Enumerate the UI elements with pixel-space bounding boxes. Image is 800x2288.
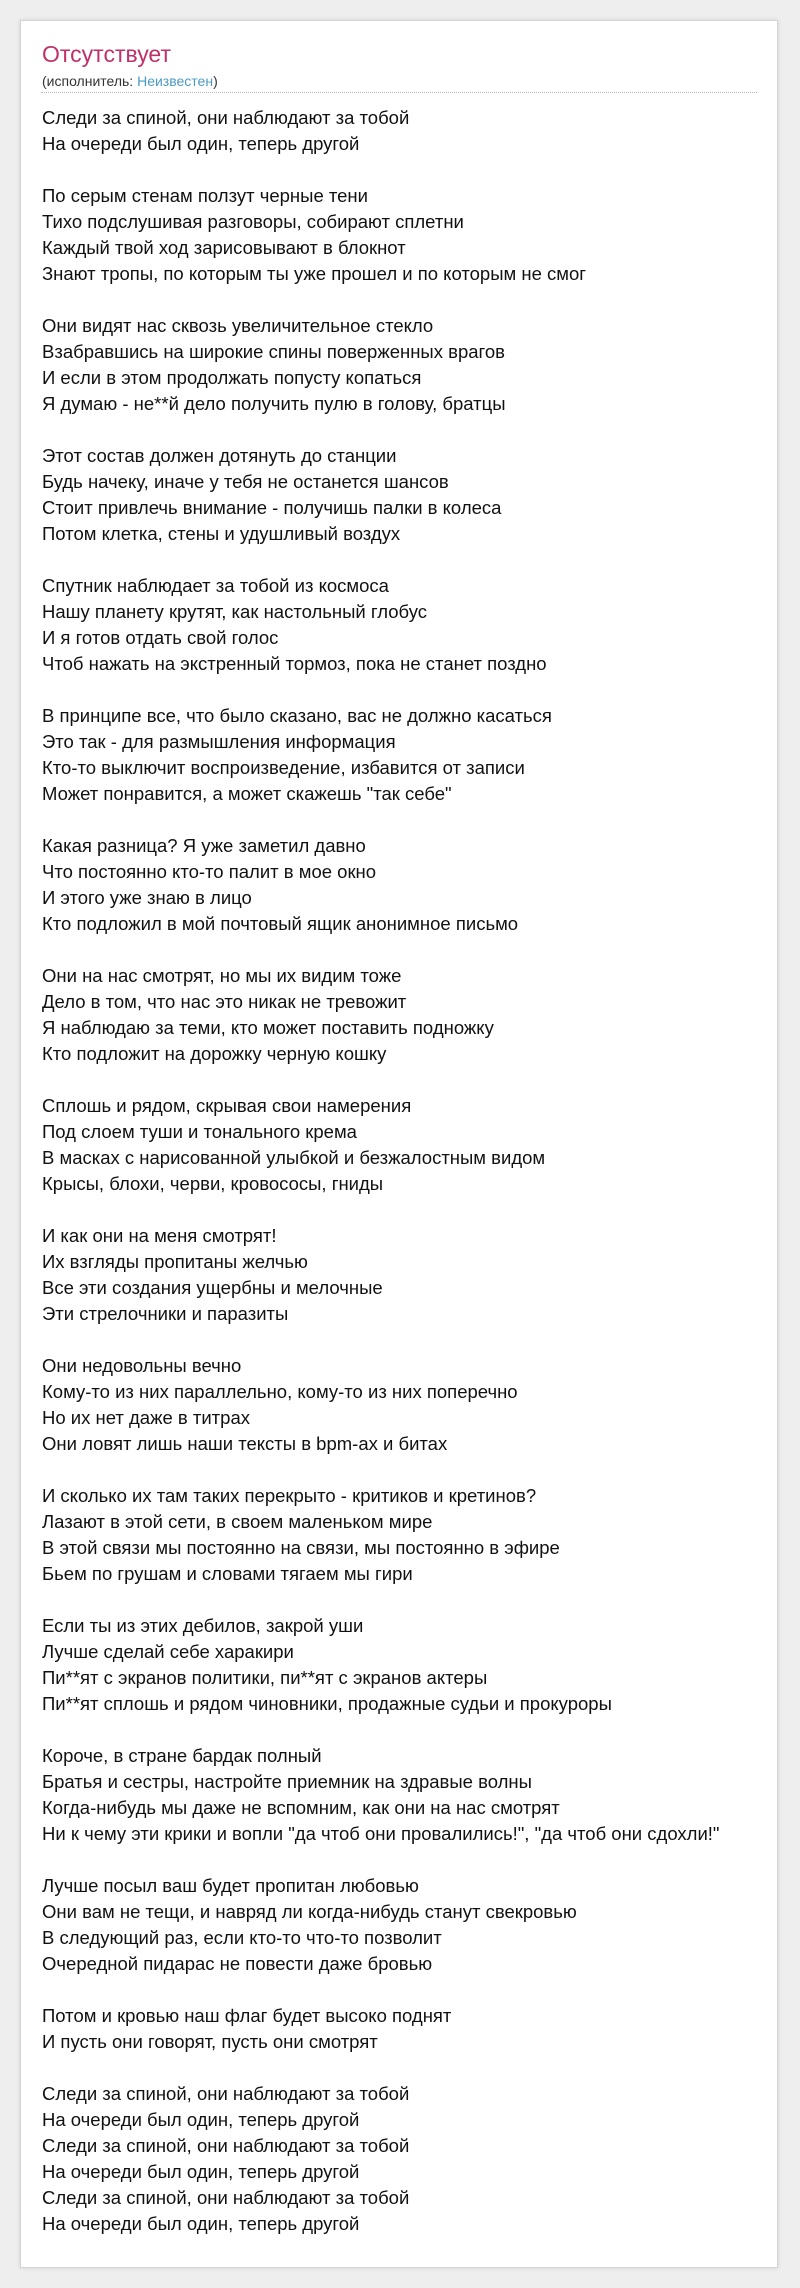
lyrics-line: На очереди был один, теперь другой <box>42 2109 360 2130</box>
lyrics-line: В этой связи мы постоянно на связи, мы постоянно в эфире <box>42 1537 560 1558</box>
lyrics-line: Знают тропы, по которым ты уже прошел и по которым не смог <box>42 263 587 284</box>
lyrics-line: Очередной пидарас не повести даже бровью <box>42 1953 433 1974</box>
lyrics-line: Кому-то из них параллельно, кому-то из них поперечно <box>42 1381 518 1402</box>
lyrics-body <box>42 105 720 2263</box>
lyrics-stanza <box>42 1223 720 1327</box>
lyrics-line: Следи за спиной, они наблюдают за тобой <box>42 2187 410 2208</box>
lyrics-line: Когда-нибудь мы даже не вспомним, как они на нас смотрят <box>42 1797 560 1818</box>
lyrics-stanza <box>42 1483 720 1587</box>
lyrics-line: Следи за спиной, они наблюдают за тобой <box>42 2083 410 2104</box>
lyrics-line: И я готов отдать свой голос <box>42 627 279 648</box>
lyrics-line: Потом клетка, стены и удушливый воздух <box>42 523 401 544</box>
lyrics-line: Кто-то выключит воспроизведение, избавится от записи <box>42 757 525 778</box>
lyrics-line: Кто подложил в мой почтовый ящик анонимное письмо <box>42 913 519 934</box>
lyrics-line: Этот состав должен дотянуть до станции <box>42 445 397 466</box>
lyrics-line: В масках с нарисованной улыбкой и безжалостным видом <box>42 1147 546 1168</box>
lyrics-line: Пи**ят сплошь и рядом чиновники, продажные судьи и прокуроры <box>42 1693 612 1714</box>
lyrics-line: Взабравшись на широкие спины поверженных врагов <box>42 341 505 362</box>
lyrics-line: Их взгляды пропитаны желчью <box>42 1251 308 1272</box>
lyrics-line: И пусть они говорят, пусть они смотрят <box>42 2031 378 2052</box>
lyrics-line: И этого уже знаю в лицо <box>42 887 252 908</box>
lyrics-stanza <box>42 1093 720 1197</box>
lyrics-stanza <box>42 703 720 807</box>
lyrics-line: Они видят нас сквозь увеличительное стекло <box>42 315 434 336</box>
artist-suffix: ) <box>213 73 218 89</box>
lyrics-line: В принципе все, что было сказано, вас не должно касаться <box>42 705 552 726</box>
lyrics-line: Под слоем туши и тонального крема <box>42 1121 357 1142</box>
artist-line <box>42 73 218 89</box>
lyrics-line: Дело в том, что нас это никак не тревожит <box>42 991 407 1012</box>
lyrics-line: Я думаю - не**й дело получить пулю в голову, братцы <box>42 393 506 414</box>
lyrics-line: Но их нет даже в титрах <box>42 1407 250 1428</box>
lyrics-stanza <box>42 105 720 157</box>
lyrics-stanza <box>42 833 720 937</box>
lyrics-card <box>20 20 778 2268</box>
lyrics-line: И сколько их там таких перекрыто - критиков и кретинов? <box>42 1485 537 1506</box>
lyrics-stanza <box>42 2081 720 2237</box>
lyrics-line: И как они на меня смотрят! <box>42 1225 277 1246</box>
lyrics-line: Они ловят лишь наши тексты в bpm-ах и битах <box>42 1433 448 1454</box>
lyrics-stanza <box>42 313 720 417</box>
lyrics-line: Все эти создания ущербны и мелочные <box>42 1277 383 1298</box>
lyrics-line: Будь начеку, иначе у тебя не останется шансов <box>42 471 449 492</box>
lyrics-line: Каждый твой ход зарисовывают в блокнот <box>42 237 406 258</box>
lyrics-line: Лучше посыл ваш будет пропитан любовью <box>42 1875 419 1896</box>
lyrics-line: Чтоб нажать на экстренный тормоз, пока не станет поздно <box>42 653 547 674</box>
artist-link[interactable]: Неизвестен <box>137 73 214 89</box>
lyrics-line: Я наблюдаю за теми, кто может поставить подножку <box>42 1017 494 1038</box>
lyrics-line: Тихо подслушивая разговоры, собирают сплетни <box>42 211 464 232</box>
artist-prefix: (исполнитель: <box>42 73 138 89</box>
lyrics-line: Бьем по грушам и словами тягаем мы гири <box>42 1563 413 1584</box>
lyrics-stanza <box>42 443 720 547</box>
lyrics-line: Может понравится, а может скажешь "так себе" <box>42 783 452 804</box>
lyrics-line: Лазают в этой сети, в своем маленьком мире <box>42 1511 433 1532</box>
lyrics-stanza <box>42 2003 720 2055</box>
lyrics-line: Стоит привлечь внимание - получишь палки в колеса <box>42 497 502 518</box>
lyrics-line: Они недовольны вечно <box>42 1355 242 1376</box>
lyrics-line: Они на нас смотрят, но мы их видим тоже <box>42 965 402 986</box>
lyrics-stanza <box>42 1743 720 1847</box>
lyrics-line: Короче, в стране бардак полный <box>42 1745 322 1766</box>
lyrics-stanza <box>42 1353 720 1457</box>
lyrics-line: Пи**ят с экранов политики, пи**ят с экранов актеры <box>42 1667 488 1688</box>
lyrics-line: На очереди был один, теперь другой <box>42 2213 360 2234</box>
lyrics-stanza <box>42 183 720 287</box>
lyrics-line: Эти стрелочники и паразиты <box>42 1303 289 1324</box>
lyrics-line: По серым стенам ползут черные тени <box>42 185 368 206</box>
lyrics-line: На очереди был один, теперь другой <box>42 133 360 154</box>
lyrics-line: Лучше сделай себе харакири <box>42 1641 294 1662</box>
lyrics-line: Это так - для размышления информация <box>42 731 396 752</box>
lyrics-stanza <box>42 963 720 1067</box>
lyrics-stanza <box>42 1873 720 1977</box>
lyrics-line: Крысы, блохи, черви, кровососы, гниды <box>42 1173 384 1194</box>
lyrics-line: Спутник наблюдает за тобой из космоса <box>42 575 389 596</box>
lyrics-line: Сплошь и рядом, скрывая свои намерения <box>42 1095 412 1116</box>
title-divider <box>41 92 757 93</box>
lyrics-line: Братья и сестры, настройте приемник на здравые волны <box>42 1771 532 1792</box>
lyrics-line: Потом и кровью наш флаг будет высоко поднят <box>42 2005 452 2026</box>
lyrics-line: Кто подложит на дорожку черную кошку <box>42 1043 387 1064</box>
lyrics-line: И если в этом продолжать попусту копаться <box>42 367 422 388</box>
lyrics-line: Ни к чему эти крики и вопли "да чтоб они провалились!", "да чтоб они сдохли!" <box>42 1823 720 1844</box>
lyrics-line: Следи за спиной, они наблюдают за тобой <box>42 107 410 128</box>
lyrics-line: Они вам не тещи, и навряд ли когда-нибудь станут свекровью <box>42 1901 577 1922</box>
lyrics-line: На очереди был один, теперь другой <box>42 2161 360 2182</box>
lyrics-line: Следи за спиной, они наблюдают за тобой <box>42 2135 410 2156</box>
lyrics-line: Какая разница? Я уже заметил давно <box>42 835 366 856</box>
lyrics-line: В следующий раз, если кто-то что-то позволит <box>42 1927 442 1948</box>
lyrics-stanza <box>42 1613 720 1717</box>
lyrics-line: Нашу планету крутят, как настольный глобус <box>42 601 428 622</box>
lyrics-line: Что постоянно кто-то палит в мое окно <box>42 861 377 882</box>
lyrics-stanza <box>42 573 720 677</box>
song-title: Отсутствует <box>42 41 171 67</box>
lyrics-line: Если ты из этих дебилов, закрой уши <box>42 1615 364 1636</box>
